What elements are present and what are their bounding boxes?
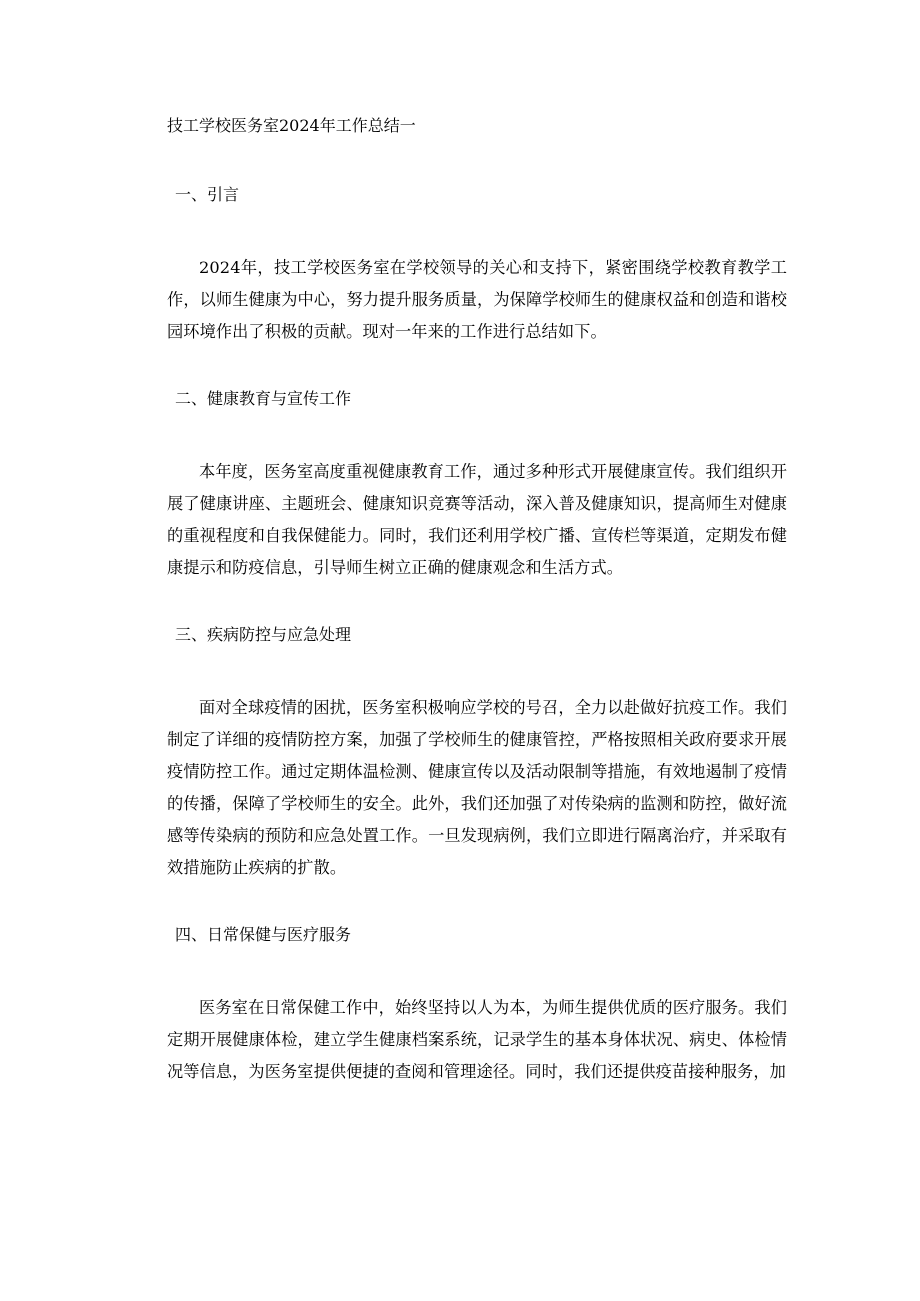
section-paragraph-daily-care: 医务室在日常保健工作中，始终坚持以人为本，为师生提供优质的医疗服务。我们定期开展健康体检，建立学生健康档案系统，记录学生的基本身体状况、病史、体检情况等信息，为医务室提供便捷的查阅和管理途径。同时，我们还提供疫苗接种服务，加 [167,998,787,1081]
document-title: 技工学校医务室2024年工作总结一 [167,116,416,135]
document-body [167,115,787,1088]
section-heading-health-education: 二、健康教育与宣传工作 [175,389,352,408]
section-paragraph-disease-control: 面对全球疫情的困扰，医务室积极响应学校的号召，全力以赴做好抗疫工作。我们制定了详细的疫情防控方案，加强了学校师生的健康管控，严格按照相关政府要求开展疫情防控工作。通过定期体温检测、健康宣传以及活动限制等措施，有效地遏制了疫情的传播，保障了学校师生的安全。此外，我们还加强了对传染病的监测和防控，做好流感等传染病的预防和应急处置工作。一旦发现病例，我们立即进行隔离治疗，并采取有效措施防止疾病的扩散。 [167,698,787,877]
section-heading-intro: 一、引言 [175,185,240,204]
section-paragraph-health-education: 本年度，医务室高度重视健康教育工作，通过多种形式开展健康宣传。我们组织开展了健康讲座、主题班会、健康知识竞赛等活动，深入普及健康知识，提高师生对健康的重视程度和自我保健能力。同时，我们还利用学校广播、宣传栏等渠道，定期发布健康提示和防疫信息，引导师生树立正确的健康观念和生活方式。 [167,462,787,577]
section-heading-disease-control: 三、疾病防控与应急处理 [175,625,352,644]
section-paragraph-intro: 2024年，技工学校医务室在学校领导的关心和支持下，紧密围绕学校教育教学工作，以师生健康为中心，努力提升服务质量，为保障学校师生的健康权益和创造和谐校园环境作出了积极的贡献。现对一年来的工作进行总结如下。 [167,258,787,341]
section-heading-daily-care: 四、日常保健与医疗服务 [175,925,352,944]
